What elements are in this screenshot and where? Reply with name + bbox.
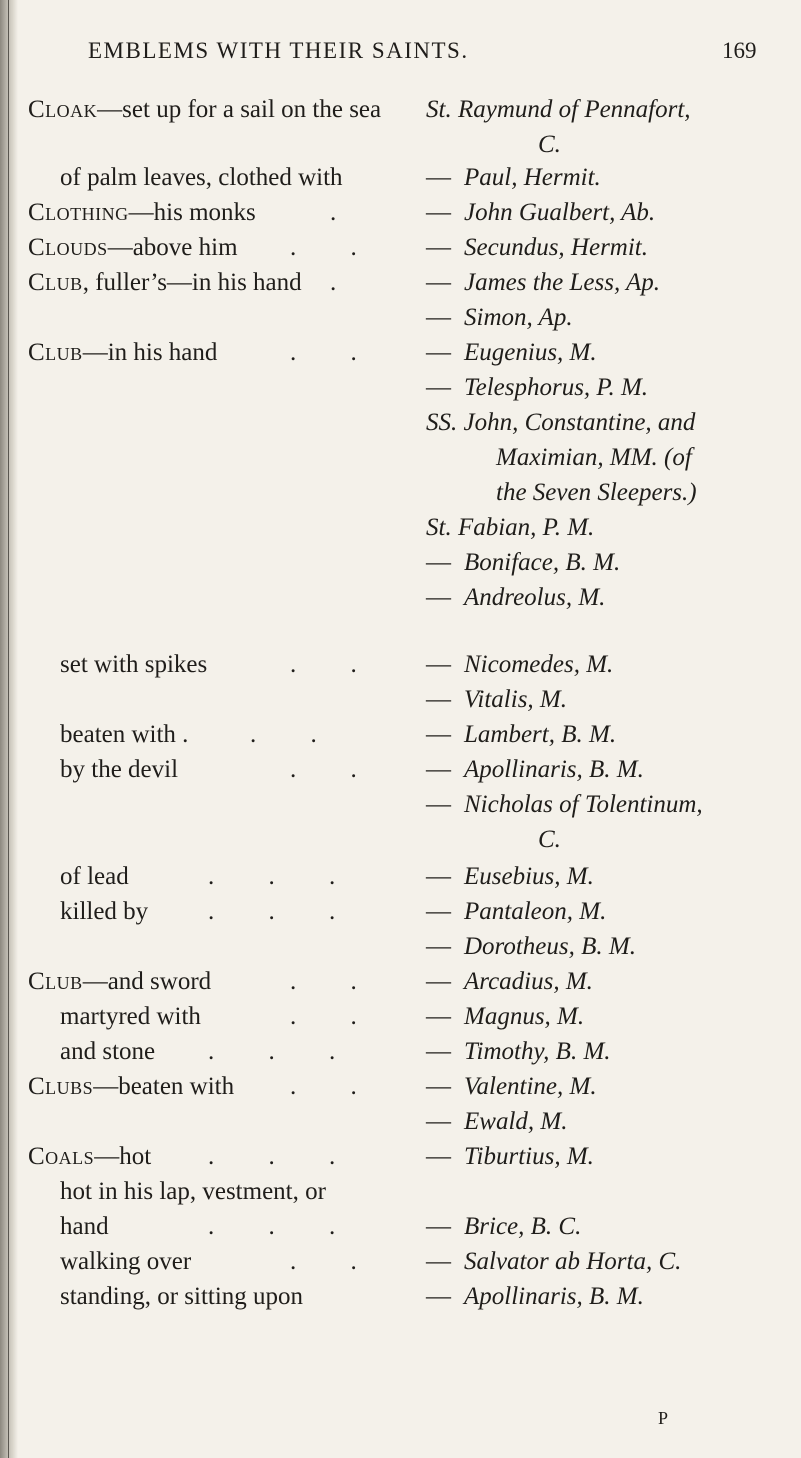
saint-entry: — Eusebius, M. bbox=[426, 863, 594, 890]
leader-dots: . bbox=[330, 199, 361, 226]
emblem-entry: walking over bbox=[60, 1248, 192, 1275]
emblem-entry: and stone bbox=[60, 1038, 156, 1065]
emblem-entry: Clothing—his monks bbox=[28, 199, 256, 226]
leader-dots: . . bbox=[250, 721, 341, 748]
saint-entry: — John Gualbert, Ab. bbox=[426, 199, 656, 226]
leader-dots: . . bbox=[290, 1073, 381, 1100]
emblem-entry: by the devil bbox=[60, 756, 179, 783]
saint-entry: — Vitalis, M. bbox=[426, 686, 568, 713]
book-spine-shadow bbox=[0, 0, 18, 1458]
saint-entry: — Salvator ab Horta, C. bbox=[426, 1248, 682, 1275]
emblem-entry: hot in his lap, vestment, or bbox=[60, 1178, 326, 1205]
saint-entry: — Telesphorus, P. M. bbox=[426, 374, 649, 401]
emblem-entry: Coals—hot bbox=[28, 1143, 152, 1170]
emblem-entry: set with spikes bbox=[60, 651, 208, 678]
emblem-entry: beaten with . bbox=[60, 721, 189, 748]
leader-dots: . . bbox=[290, 1248, 381, 1275]
saint-entry: — Magnus, M. bbox=[426, 1003, 585, 1030]
emblem-entry: of palm leaves, clothed with bbox=[60, 164, 343, 191]
saint-entry: — Nicholas of Tolentinum, bbox=[426, 791, 703, 818]
leader-dots: . . bbox=[290, 968, 381, 995]
emblem-entry: Clouds—above him bbox=[28, 234, 238, 261]
running-title: EMBLEMS WITH THEIR SAINTS. bbox=[88, 38, 469, 63]
saint-entry: — Ewald, M. bbox=[426, 1108, 568, 1135]
page-number: 169 bbox=[722, 38, 757, 63]
leader-dots: . . bbox=[290, 651, 381, 678]
saint-entry: — Apollinaris, B. M. bbox=[426, 1283, 644, 1310]
emblem-entry: martyred with bbox=[60, 1003, 201, 1030]
page-header bbox=[0, 38, 801, 78]
saint-entry: SS. John, Constantine, and bbox=[426, 409, 696, 436]
saint-entry: — Lambert, B. M. bbox=[426, 721, 617, 748]
signature-mark: P bbox=[658, 1408, 669, 1428]
saint-entry: — Andreolus, M. bbox=[426, 584, 606, 611]
emblem-entry: standing, or sitting upon bbox=[60, 1283, 304, 1310]
saint-entry: — Pantaleon, M. bbox=[426, 898, 607, 925]
emblem-entry: Club—in his hand bbox=[28, 339, 218, 366]
saint-entry-continuation: the Seven Sleepers.) bbox=[496, 479, 697, 506]
saint-entry: — Eugenius, M. bbox=[426, 339, 597, 366]
saint-entry: — Timothy, B. M. bbox=[426, 1038, 611, 1065]
emblem-entry: hand bbox=[60, 1213, 109, 1240]
leader-dots: . . . bbox=[208, 1038, 360, 1065]
emblem-entry: Cloak—set up for a sail on the sea bbox=[28, 96, 382, 123]
emblem-entry: of lead bbox=[60, 863, 129, 890]
leader-dots: . . . bbox=[208, 898, 360, 925]
saint-entry: — Nicomedes, M. bbox=[426, 651, 614, 678]
leader-dots: . bbox=[330, 269, 361, 296]
emblem-entry: Clubs—beaten with bbox=[28, 1073, 235, 1100]
saint-entry-continuation: C. bbox=[538, 826, 561, 853]
saint-entry: — Tiburtius, M. bbox=[426, 1143, 594, 1170]
emblem-entry: killed by bbox=[60, 898, 149, 925]
saint-entry: St. Fabian, P. M. bbox=[426, 514, 595, 541]
saint-entry: — Simon, Ap. bbox=[426, 304, 573, 331]
saint-entry-continuation: Maximian, MM. (of bbox=[496, 444, 692, 471]
saint-entry: — James the Less, Ap. bbox=[426, 269, 661, 296]
book-spine-line bbox=[8, 0, 9, 1458]
emblem-entry: Club—and sword bbox=[28, 968, 212, 995]
leader-dots: . . . bbox=[208, 1143, 360, 1170]
saint-entry: — Brice, B. C. bbox=[426, 1213, 582, 1240]
saint-entry: St. Raymund of Pennafort, bbox=[426, 96, 691, 123]
saint-entry: — Dorotheus, B. M. bbox=[426, 933, 636, 960]
emblem-entry: Club, fuller’s—in his hand bbox=[28, 269, 302, 296]
leader-dots: . . . bbox=[208, 863, 360, 890]
saint-entry: — Valentine, M. bbox=[426, 1073, 597, 1100]
leader-dots: . . bbox=[290, 1003, 381, 1030]
leader-dots: . . bbox=[290, 756, 381, 783]
saint-entry: — Paul, Hermit. bbox=[426, 164, 601, 191]
saint-entry: — Secundus, Hermit. bbox=[426, 234, 648, 261]
saint-entry: — Arcadius, M. bbox=[426, 968, 593, 995]
leader-dots: . . bbox=[290, 234, 381, 261]
leader-dots: . . . bbox=[208, 1213, 360, 1240]
saint-entry-continuation: C. bbox=[538, 131, 561, 158]
leader-dots: . . bbox=[290, 339, 381, 366]
saint-entry: — Apollinaris, B. M. bbox=[426, 756, 644, 783]
saint-entry: — Boniface, B. M. bbox=[426, 549, 621, 576]
